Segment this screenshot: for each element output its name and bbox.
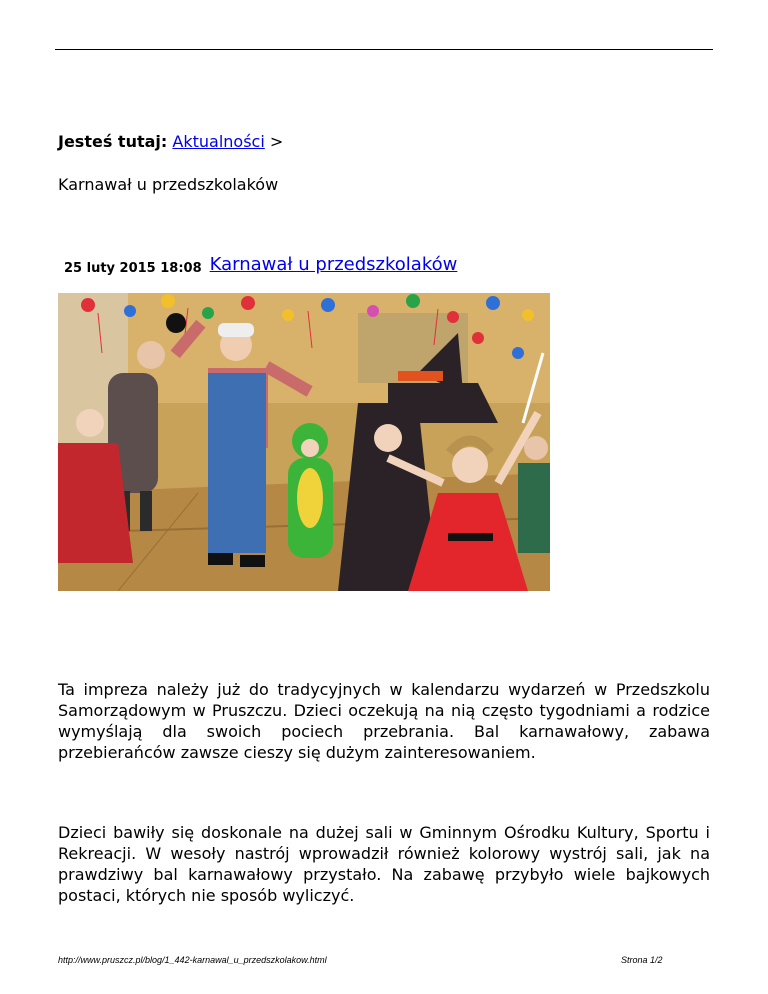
post-meta	[64, 256, 457, 277]
post-paragraph-2: Dzieci bawiły się doskonale na dużej sali w Gminnym Ośrodku Kultury, Sportu i Rekreacji. W wesoły nastrój wprowadził również kolorowy wystrój sali, jak na prawdziwy bal karnawałowy przystało. Na zabawę przybyło wiele bajkowych postaci, których nie sposób wyliczyć.	[58, 823, 710, 905]
post-title-link[interactable]: Karnawał u przedszkolaków	[209, 254, 458, 275]
page-title: Karnawał u przedszkolaków	[58, 175, 279, 194]
footer-url: http://www.pruszcz.pl/blog/1_442-karnawal_u_przedszkolakow.html	[58, 955, 327, 965]
post-date: 25 luty 2015 18:08	[64, 261, 202, 276]
breadcrumb	[58, 132, 283, 152]
breadcrumb-link-aktualnosci[interactable]: Aktualności	[172, 132, 265, 151]
top-rule	[55, 49, 713, 50]
breadcrumb-separator: >	[269, 132, 284, 151]
footer-page-number: Strona 1/2	[621, 955, 663, 965]
post-photo	[58, 293, 550, 591]
breadcrumb-label: Jesteś tutaj:	[58, 132, 168, 151]
post-paragraph-1: Ta impreza należy już do tradycyjnych w kalendarzu wydarzeń w Przedszkolu Samorządowym w Pruszczu. Dzieci oczekują na nią często tygodniami a rodzice wymyślają dla swoich pociech przebrania. Bal karnawałowy, zabawa przebierańców zawsze cieszy się dużym zainteresowaniem.	[58, 680, 710, 762]
